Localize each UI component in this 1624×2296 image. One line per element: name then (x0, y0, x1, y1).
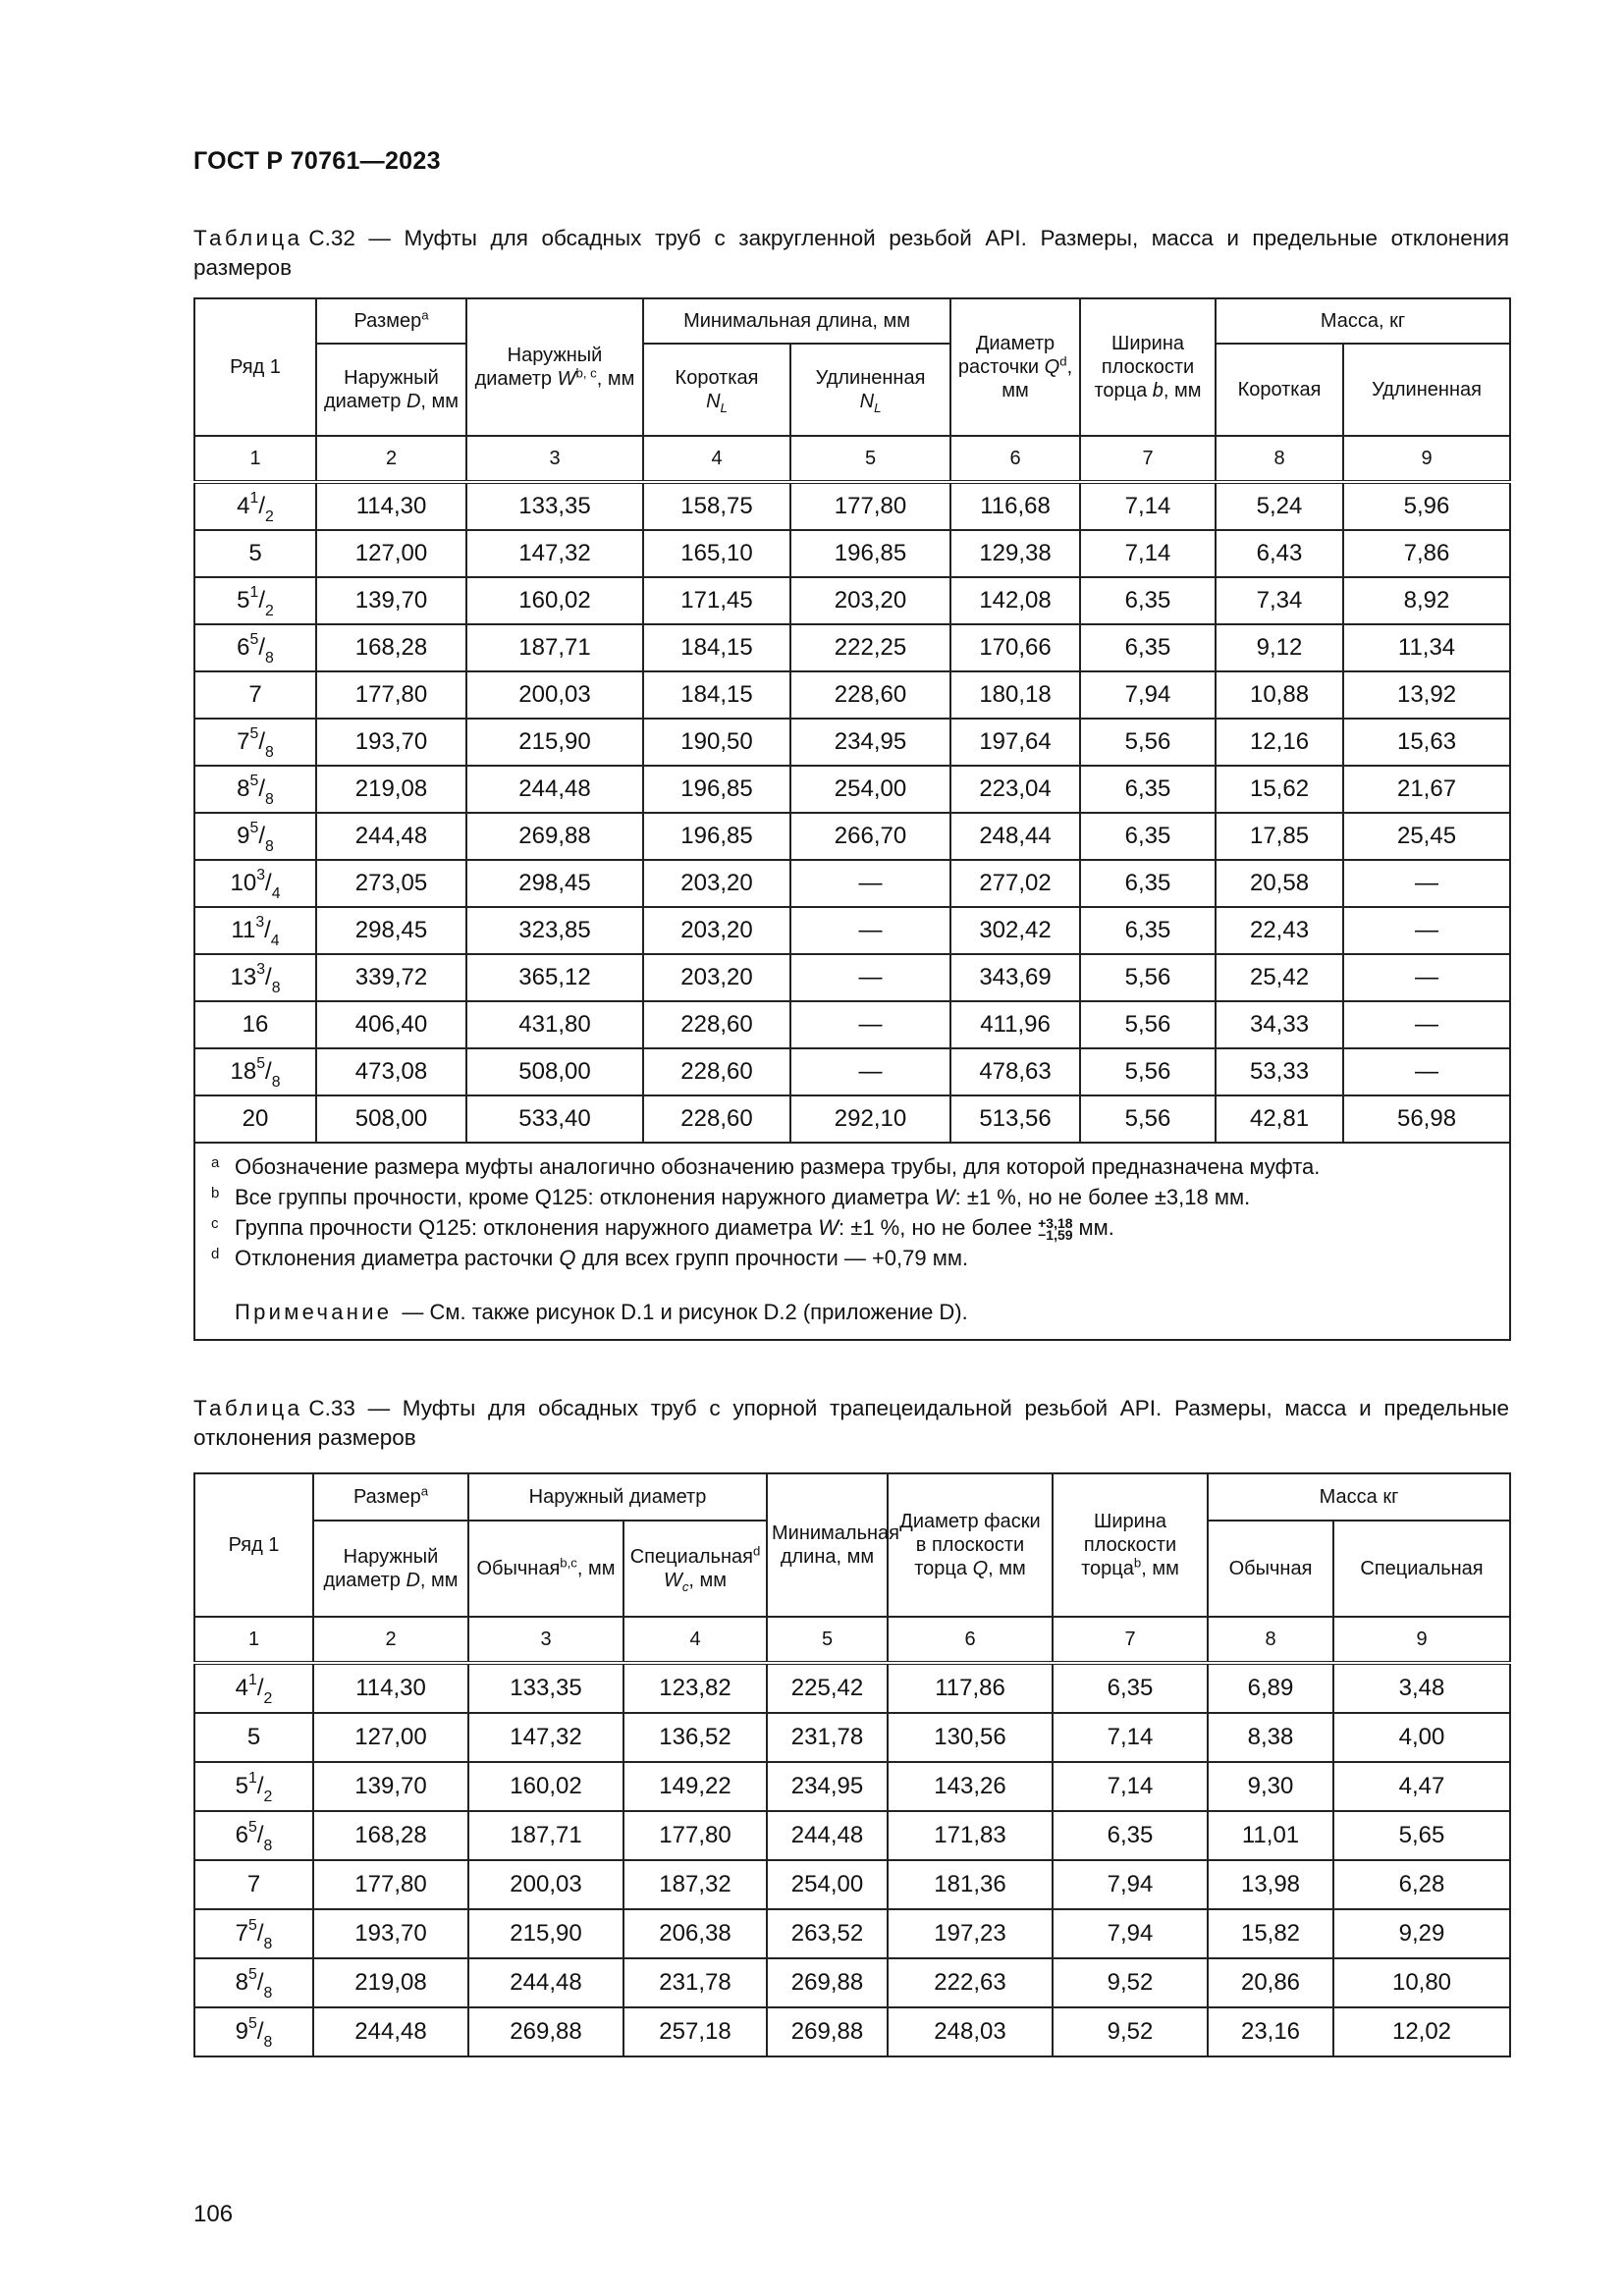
table-row (194, 860, 1510, 907)
table-cell: 147,32 (468, 1713, 623, 1762)
table-row (194, 1860, 1510, 1909)
table-row (194, 1095, 1510, 1143)
table-cell: 219,08 (313, 1958, 468, 2007)
table-cell: 5,56 (1080, 954, 1216, 1001)
table-cell: 139,70 (313, 1762, 468, 1811)
table-cell: 200,03 (466, 671, 643, 719)
table-cell: 177,80 (316, 671, 466, 719)
table-cell: 222,63 (888, 1958, 1053, 2007)
table-cell: 228,60 (643, 1048, 790, 1095)
cell-size-designation: $9^5/_8$ (194, 2007, 313, 2056)
table-cell: — (1343, 1048, 1510, 1095)
table-row (194, 1048, 1510, 1095)
table-cell: 168,28 (316, 624, 466, 671)
table-cell: 184,15 (643, 624, 790, 671)
table-cell: 197,23 (888, 1909, 1053, 1958)
table-cell: 5,56 (1080, 1001, 1216, 1048)
table-1 (193, 297, 1511, 1341)
header-mass: Масса, кг (1216, 298, 1510, 344)
cell-size-designation: $13^3/_8$ (194, 954, 316, 1001)
table-cell: 203,20 (790, 577, 950, 624)
table-cell: 170,66 (950, 624, 1080, 671)
table-cell: 15,63 (1343, 719, 1510, 766)
table-cell: 248,03 (888, 2007, 1053, 2056)
table-1-notes (194, 1143, 1510, 1340)
caption-label: Таблица (193, 1396, 303, 1420)
cell-size-designation: $6^5/_8$ (194, 624, 316, 671)
table-cell: 298,45 (316, 907, 466, 954)
header-min-length: Минимальная длина, мм (767, 1473, 888, 1617)
footnote-a: a Обозначение размера муфты аналогично обозначению размера трубы, для которой предназначена муфта. (211, 1154, 1321, 1179)
table-cell: 5,24 (1216, 482, 1343, 530)
table-cell: 193,70 (313, 1909, 468, 1958)
header-min-length: Минимальная длина, мм (643, 298, 950, 344)
table-cell: 215,90 (466, 719, 643, 766)
table-cell: 6,28 (1333, 1860, 1510, 1909)
table-cell: 234,95 (790, 719, 950, 766)
table-cell: 168,28 (313, 1811, 468, 1860)
table-1-body (194, 482, 1510, 1143)
table-cell: 53,33 (1216, 1048, 1343, 1095)
header-length-short: Короткая $N_L$ (643, 344, 790, 436)
table-cell: 9,52 (1053, 2007, 1208, 2056)
table-cell: 127,00 (316, 530, 466, 577)
table-cell: 273,05 (316, 860, 466, 907)
table-cell: 5,56 (1080, 1095, 1216, 1143)
table-cell: 193,70 (316, 719, 466, 766)
table-cell: 5,56 (1080, 719, 1216, 766)
table-cell: 7,86 (1343, 530, 1510, 577)
table-cell: 231,78 (623, 1958, 767, 2007)
column-number: 2 (313, 1617, 468, 1663)
cell-size-designation: $6^5/_8$ (194, 1811, 313, 1860)
table-cell: 127,00 (313, 1713, 468, 1762)
table-cell: 11,34 (1343, 624, 1510, 671)
cell-size-designation: $7^5/_8$ (194, 719, 316, 766)
table-cell: 165,10 (643, 530, 790, 577)
table-cell: 5,96 (1343, 482, 1510, 530)
table-cell: 473,08 (316, 1048, 466, 1095)
table-cell: 6,35 (1080, 577, 1216, 624)
header-length-long: Удлиненная $N_L$ (790, 344, 950, 436)
table-cell: 13,92 (1343, 671, 1510, 719)
header-mass-normal: Обычная (1208, 1521, 1333, 1617)
footnote-b: b Все группы прочности, кроме Q125: отклонения наружного диаметра W: ±1 %, но не более ±3,18 мм. (211, 1185, 1251, 1209)
table-cell: 339,72 (316, 954, 466, 1001)
table-cell: 228,60 (790, 671, 950, 719)
header-bore-diameter: Диаметр расточки $Q^d$, мм (950, 298, 1080, 436)
footnote-c: c Группа прочности Q125: отклонения наружного диаметра W: ±1 %, но не более +3,18 −1,59 мм. (211, 1215, 1114, 1244)
table-cell: 6,35 (1080, 907, 1216, 954)
table-cell: 21,67 (1343, 766, 1510, 813)
column-number: 5 (790, 436, 950, 482)
table-row (194, 671, 1510, 719)
table-cell: 5,65 (1333, 1811, 1510, 1860)
column-number: 6 (950, 436, 1080, 482)
table-cell: 142,08 (950, 577, 1080, 624)
caption-label: Таблица (193, 226, 303, 250)
table-cell: 228,60 (643, 1095, 790, 1143)
header-face-width: Ширина плоскости торца$^b$, мм (1053, 1473, 1208, 1617)
cell-size-designation: $9^5/_8$ (194, 813, 316, 860)
table-row (194, 577, 1510, 624)
header-mass: Масса кг (1208, 1473, 1510, 1521)
table-cell: — (790, 1001, 950, 1048)
table-cell: 206,38 (623, 1909, 767, 1958)
column-number: 7 (1080, 436, 1216, 482)
table-note: Примечание — См. также рисунок D.1 и рисунок D.2 (приложение D). (235, 1300, 968, 1324)
cell-size-designation: $4^1/_2$ (194, 1663, 313, 1713)
table-cell: 343,69 (950, 954, 1080, 1001)
table-cell: 158,75 (643, 482, 790, 530)
table-cell: 149,22 (623, 1762, 767, 1811)
table-row (194, 766, 1510, 813)
table-cell: 3,48 (1333, 1663, 1510, 1713)
table-2 (193, 1472, 1511, 2057)
table-cell: — (1343, 954, 1510, 1001)
table-cell: 11,01 (1208, 1811, 1333, 1860)
table-cell: 244,48 (313, 2007, 468, 2056)
table-cell: 20,86 (1208, 1958, 1333, 2007)
table-cell: 187,32 (623, 1860, 767, 1909)
table-cell: 7,94 (1080, 671, 1216, 719)
column-number: 9 (1333, 1617, 1510, 1663)
table-cell: 181,36 (888, 1860, 1053, 1909)
cell-size-designation: 7 (194, 671, 316, 719)
header-mass-special: Специальная (1333, 1521, 1510, 1617)
table-cell: 10,80 (1333, 1958, 1510, 2007)
table-cell: 406,40 (316, 1001, 466, 1048)
table-cell: — (790, 954, 950, 1001)
column-number: 3 (468, 1617, 623, 1663)
table-cell: 6,35 (1080, 813, 1216, 860)
table-cell: 6,35 (1080, 766, 1216, 813)
table-row (194, 813, 1510, 860)
table-cell: 302,42 (950, 907, 1080, 954)
table-cell: 223,04 (950, 766, 1080, 813)
table-row (194, 1713, 1510, 1762)
table-cell: 431,80 (466, 1001, 643, 1048)
cell-size-designation: $8^5/_8$ (194, 1958, 313, 2007)
table-cell: 171,83 (888, 1811, 1053, 1860)
table-cell: 4,00 (1333, 1713, 1510, 1762)
table-cell: 25,45 (1343, 813, 1510, 860)
table-cell: 533,40 (466, 1095, 643, 1143)
header-mass-short: Короткая (1216, 344, 1343, 436)
table-row (194, 719, 1510, 766)
table-row (194, 954, 1510, 1001)
table-cell: 196,85 (643, 813, 790, 860)
header-mass-long: Удлиненная (1343, 344, 1510, 436)
table-cell: 513,56 (950, 1095, 1080, 1143)
table-cell: 7,14 (1080, 482, 1216, 530)
header-outer-diameter-d: Наружный диаметр D, мм (316, 344, 466, 436)
table-cell: 478,63 (950, 1048, 1080, 1095)
cell-size-designation: $4^1/_2$ (194, 482, 316, 530)
table-row (194, 482, 1510, 530)
header-row: Ряд 1 (194, 1473, 313, 1617)
table-cell: 20,58 (1216, 860, 1343, 907)
table-cell: 160,02 (466, 577, 643, 624)
cell-size-designation: $8^5/_8$ (194, 766, 316, 813)
cell-size-designation: $11^3/_4$ (194, 907, 316, 954)
table-cell: — (790, 1048, 950, 1095)
column-number: 6 (888, 1617, 1053, 1663)
table-cell: 22,43 (1216, 907, 1343, 954)
table-cell: 6,35 (1053, 1663, 1208, 1713)
table-cell: 244,48 (466, 766, 643, 813)
table-cell: 6,35 (1080, 624, 1216, 671)
header-chamfer-diameter: Диаметр фаски в плоскости торца Q, мм (888, 1473, 1053, 1617)
table-cell: 12,16 (1216, 719, 1343, 766)
table-cell: 6,89 (1208, 1663, 1333, 1713)
table-2-body (194, 1663, 1510, 2056)
column-numbers-row (194, 1617, 1510, 1663)
table-cell: 42,81 (1216, 1095, 1343, 1143)
table-cell: 6,43 (1216, 530, 1343, 577)
cell-size-designation: $7^5/_8$ (194, 1909, 313, 1958)
table-cell: 234,95 (767, 1762, 888, 1811)
table-cell: 177,80 (790, 482, 950, 530)
header-size: Размер$^a$ (313, 1473, 468, 1521)
table-cell: 277,02 (950, 860, 1080, 907)
table-cell: 129,38 (950, 530, 1080, 577)
table-cell: 219,08 (316, 766, 466, 813)
header-face-width: Ширина плоскости торца b, мм (1080, 298, 1216, 436)
table-cell: 136,52 (623, 1713, 767, 1762)
table-row (194, 1811, 1510, 1860)
table-cell: 56,98 (1343, 1095, 1510, 1143)
caption-text: С.32 — Муфты для обсадных труб с закругленной резьбой API. Размеры, масса и предельные отклонения размеров (193, 226, 1509, 280)
column-number: 8 (1216, 436, 1343, 482)
table-cell: 133,35 (468, 1663, 623, 1713)
column-number: 4 (643, 436, 790, 482)
table-cell: 114,30 (313, 1663, 468, 1713)
table-row (194, 1001, 1510, 1048)
header-outer-diameter-d: Наружный диаметр D, мм (313, 1521, 468, 1617)
table-cell: 17,85 (1216, 813, 1343, 860)
table-cell: 248,44 (950, 813, 1080, 860)
table-cell: 508,00 (316, 1095, 466, 1143)
table-cell: 292,10 (790, 1095, 950, 1143)
table-cell: 269,88 (468, 2007, 623, 2056)
table-cell: 6,35 (1080, 860, 1216, 907)
table-cell: 10,88 (1216, 671, 1343, 719)
table-cell: 200,03 (468, 1860, 623, 1909)
table-cell: 184,15 (643, 671, 790, 719)
table-cell: 133,35 (466, 482, 643, 530)
table-cell: 269,88 (466, 813, 643, 860)
table-row (194, 1958, 1510, 2007)
table-cell: 123,82 (623, 1663, 767, 1713)
header-size: Размер$^a$ (316, 298, 466, 344)
table-cell: 244,48 (767, 1811, 888, 1860)
footnote-d: d Отклонения диаметра расточки Q для всех групп прочности — +0,79 мм. (211, 1246, 969, 1270)
table-cell: 203,20 (643, 954, 790, 1001)
cell-size-designation: 5 (194, 530, 316, 577)
table-cell: 7,14 (1080, 530, 1216, 577)
table-cell: 197,64 (950, 719, 1080, 766)
table-cell: — (1343, 907, 1510, 954)
table-cell: 203,20 (643, 860, 790, 907)
table-cell: 7,94 (1053, 1860, 1208, 1909)
column-number: 7 (1053, 1617, 1208, 1663)
table-cell: 23,16 (1208, 2007, 1333, 2056)
table-cell: 187,71 (468, 1811, 623, 1860)
table-cell: 254,00 (790, 766, 950, 813)
table-cell: 231,78 (767, 1713, 888, 1762)
table-cell: 411,96 (950, 1001, 1080, 1048)
table-cell: 147,32 (466, 530, 643, 577)
column-number: 8 (1208, 1617, 1333, 1663)
table-cell: 244,48 (468, 1958, 623, 2007)
document-header: ГОСТ Р 70761—2023 (193, 147, 441, 175)
table-cell: 9,29 (1333, 1909, 1510, 1958)
header-outer-diameter-w: Наружный диаметр W$^{b, c}$, мм (466, 298, 643, 436)
cell-size-designation: 16 (194, 1001, 316, 1048)
cell-size-designation: $10^3/_4$ (194, 860, 316, 907)
cell-size-designation: $5^1/_2$ (194, 1762, 313, 1811)
table-cell: — (1343, 860, 1510, 907)
table-cell: 365,12 (466, 954, 643, 1001)
column-number: 4 (623, 1617, 767, 1663)
table-cell: 25,42 (1216, 954, 1343, 1001)
cell-size-designation: $5^1/_2$ (194, 577, 316, 624)
table-cell: 244,48 (316, 813, 466, 860)
table-cell: 8,38 (1208, 1713, 1333, 1762)
header-row: Ряд 1 (194, 298, 316, 436)
column-number: 5 (767, 1617, 888, 1663)
table-cell: 9,12 (1216, 624, 1343, 671)
table-cell: 263,52 (767, 1909, 888, 1958)
table-row (194, 1663, 1510, 1713)
table-cell: 116,68 (950, 482, 1080, 530)
table-cell: 9,52 (1053, 1958, 1208, 2007)
table-cell: 117,86 (888, 1663, 1053, 1713)
table-cell: 143,26 (888, 1762, 1053, 1811)
table-cell: 13,98 (1208, 1860, 1333, 1909)
table-cell: 177,80 (623, 1811, 767, 1860)
page-number: 106 (193, 2201, 234, 2227)
column-number: 1 (194, 436, 316, 482)
table-1-caption (193, 224, 1509, 283)
table-cell: 257,18 (623, 2007, 767, 2056)
table-cell: 12,02 (1333, 2007, 1510, 2056)
table-cell: 215,90 (468, 1909, 623, 1958)
caption-text: С.33 — Муфты для обсадных труб с упорной трапецеидальной резьбой API. Размеры, масса и предельные отклонения размеров (193, 1396, 1509, 1450)
table-cell: — (1343, 1001, 1510, 1048)
column-number: 1 (194, 1617, 313, 1663)
cell-size-designation: 20 (194, 1095, 316, 1143)
table-cell: 228,60 (643, 1001, 790, 1048)
cell-size-designation: $18^5/_8$ (194, 1048, 316, 1095)
table-cell: 269,88 (767, 1958, 888, 2007)
table-cell: 196,85 (790, 530, 950, 577)
cell-size-designation: 7 (194, 1860, 313, 1909)
column-numbers-row (194, 436, 1510, 482)
column-number: 2 (316, 436, 466, 482)
table-cell: 187,71 (466, 624, 643, 671)
column-number: 9 (1343, 436, 1510, 482)
table-cell: 15,62 (1216, 766, 1343, 813)
table-row (194, 2007, 1510, 2056)
table-cell: 4,47 (1333, 1762, 1510, 1811)
header-outer-special: Специальная$^d$ $W_c$, мм (623, 1521, 767, 1617)
table-cell: 266,70 (790, 813, 950, 860)
table-cell: 177,80 (313, 1860, 468, 1909)
table-cell: 5,56 (1080, 1048, 1216, 1095)
column-number: 3 (466, 436, 643, 482)
table-row (194, 624, 1510, 671)
table-cell: 171,45 (643, 577, 790, 624)
table-cell: 139,70 (316, 577, 466, 624)
table-cell: 196,85 (643, 766, 790, 813)
table-cell: — (790, 907, 950, 954)
table-cell: 114,30 (316, 482, 466, 530)
table-cell: 7,14 (1053, 1713, 1208, 1762)
table-cell: 225,42 (767, 1663, 888, 1713)
table-cell: 6,35 (1053, 1811, 1208, 1860)
table-cell: 34,33 (1216, 1001, 1343, 1048)
table-cell: 298,45 (466, 860, 643, 907)
table-cell: 9,30 (1208, 1762, 1333, 1811)
tolerance: +3,18 −1,59 (1038, 1215, 1073, 1244)
table-cell: 7,14 (1053, 1762, 1208, 1811)
table-cell: 15,82 (1208, 1909, 1333, 1958)
table-cell: 180,18 (950, 671, 1080, 719)
table-cell: 269,88 (767, 2007, 888, 2056)
table-cell: 203,20 (643, 907, 790, 954)
table-cell: 508,00 (466, 1048, 643, 1095)
table-cell: 7,34 (1216, 577, 1343, 624)
table-cell: 160,02 (468, 1762, 623, 1811)
table-cell: 254,00 (767, 1860, 888, 1909)
table-cell: 323,85 (466, 907, 643, 954)
table-row (194, 1762, 1510, 1811)
table-row (194, 1909, 1510, 1958)
table-cell: 130,56 (888, 1713, 1053, 1762)
table-cell: 8,92 (1343, 577, 1510, 624)
table-cell: 190,50 (643, 719, 790, 766)
table-cell: — (790, 860, 950, 907)
table-row (194, 907, 1510, 954)
header-outer-diameter-group: Наружный диаметр (468, 1473, 767, 1521)
cell-size-designation: 5 (194, 1713, 313, 1762)
table-2-caption (193, 1394, 1509, 1453)
table-cell: 222,25 (790, 624, 950, 671)
table-row (194, 530, 1510, 577)
table-cell: 7,94 (1053, 1909, 1208, 1958)
header-outer-normal: Обычная$^{b,c}$, мм (468, 1521, 623, 1617)
